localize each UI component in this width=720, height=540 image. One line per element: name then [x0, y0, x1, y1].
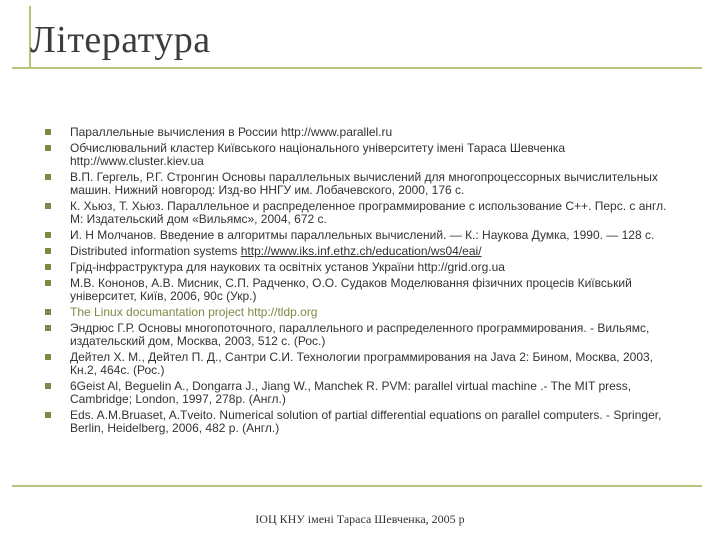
square-bullet-icon: [45, 174, 51, 180]
eai-course-link[interactable]: http://www.iks.inf.ethz.ch/education/ws04/eai/: [240, 244, 482, 258]
square-bullet-icon: [45, 248, 51, 254]
square-bullet-icon: [45, 129, 51, 135]
list-item-text: В.П. Гергель, Р.Г. Стронгин Основы параллельных вычислений для многопроцессорных вычислительных машин. Нижний новгород: Изд-во ННГУ им. Лобачевского, 2000, 176 с.: [70, 170, 658, 197]
list-item-text: К. Хьюз, Т. Хьюз. Параллельное и распределенное программирование с использование С++. Перс. с англ. М: Издательский дом «Вильямс», 2004, 672 с.: [70, 199, 667, 226]
list-item-text: Грід-інфраструктура для наукових та освітніх установ України http://grid.org.ua: [70, 260, 505, 274]
list-item-text: The Linux documantation project http://tldp.org: [70, 305, 318, 319]
square-bullet-icon: [45, 309, 51, 315]
square-bullet-icon: [45, 354, 51, 360]
list-item: [42, 229, 682, 242]
list-item: [42, 351, 682, 377]
list-item-text: Дейтел Х. М., Дейтел П. Д., Сантри С.И. Технологии программирования на Java 2: Бином, Москва, 2003, Кн.2, 464с. (Рос.): [70, 350, 653, 377]
square-bullet-icon: [45, 203, 51, 209]
list-item-text: Параллельные вычисления в России http://www.parallel.ru: [70, 125, 393, 139]
square-bullet-icon: [45, 145, 51, 151]
list-item-text: Eds. A.M.Bruaset, A.Tveito. Numerical solution of partial differential equations on parallel computers. - Springer, Berlin, Heidelberg, 2006, 482 p. (Англ.): [70, 408, 662, 435]
list-item: [42, 277, 682, 303]
list-item: [42, 171, 682, 197]
square-bullet-icon: [45, 383, 51, 389]
list-item-text: 6Geist Al, Beguelin A., Dongarra J., Jiang W., Manchek R. PVM: parallel virtual machine .- The MIT press, Cambridge; London, 1997, 278p. (Англ.): [70, 379, 632, 406]
list-item: [42, 409, 682, 435]
list-item-text: Эндрюс Г.Р. Основы многопоточного, параллельного и распределенного программирования. - Вильямс, издательский дом, Москва, 2003, 512 с. (Рос.): [70, 321, 650, 348]
list-item-text: Distributed information systems: [70, 244, 241, 258]
list-item: [42, 322, 682, 348]
list-item: [42, 126, 682, 139]
page-title: Література: [30, 19, 211, 61]
square-bullet-icon: [45, 264, 51, 270]
list-item-text: И. Н Молчанов. Введение в алгоритмы параллельных вычислений. — К.: Наукова Думка, 1990. — 128 с.: [70, 228, 655, 242]
square-bullet-icon: [45, 325, 51, 331]
title-underline-rule: [12, 67, 702, 69]
square-bullet-icon: [45, 412, 51, 418]
list-item: [42, 142, 682, 168]
list-item: [42, 200, 682, 226]
footer-text: ІОЦ КНУ імені Тараса Шевченка, 2005 р: [255, 512, 465, 526]
footer-rule: [12, 485, 702, 487]
list-item: [42, 380, 682, 406]
square-bullet-icon: [45, 232, 51, 238]
list-item: [42, 306, 682, 319]
list-item-text: Обчислювальний кластер Київського національного університету імені Тараса Шевченка http://www.cluster.kiev.ua: [70, 141, 566, 168]
square-bullet-icon: [45, 280, 51, 286]
reference-list: [42, 126, 682, 438]
list-item-text: М.В. Кононов, А.В. Мисник, С.П. Радченко, О.О. Судаков Моделювання фізичних процесів Київський університет, Київ, 2006, 90с (Укр.): [70, 276, 632, 303]
list-item: [42, 261, 682, 274]
list-item: [42, 245, 682, 258]
